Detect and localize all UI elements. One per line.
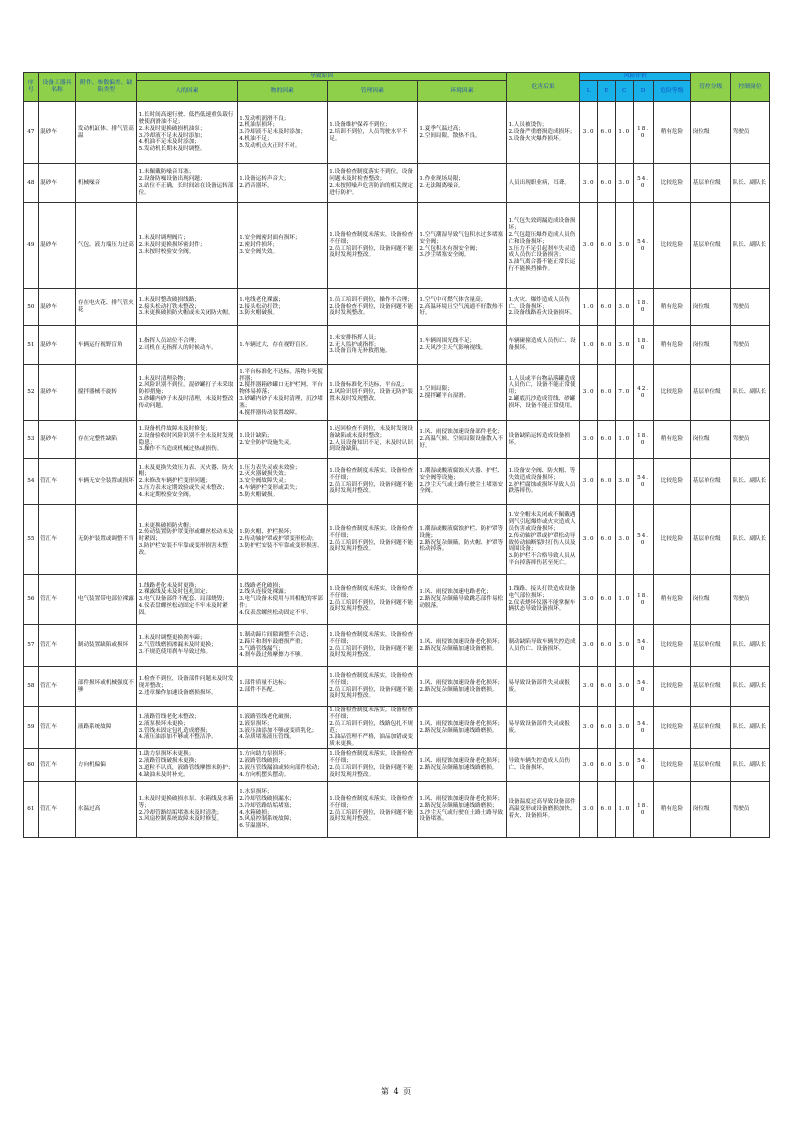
cell-equipment: 管汇车: [38, 707, 76, 749]
cell-equipment: 混砂车: [38, 421, 76, 459]
cell-c: 1.0: [615, 421, 633, 459]
cell-environment: 1.风、雨侵蚀加速设备部件老化； 2.高温气候、空间局限设备散入不好。: [417, 421, 506, 459]
cell-object: 1.安全阀密封面有损坏； 2.密封件损坏； 3.安全阀失效。: [237, 203, 327, 289]
cell-management: 1.设备检查制度未落实，设备检查不仔细； 2.员工培训不到位，线路包扎不规范； 3.油品管理不严格，油品加错或变质未更换。: [327, 707, 417, 749]
cell-e: 6.0: [598, 421, 616, 459]
cell-environment: 1.风、雨侵蚀加速设备老化损坏； 2.路况复杂颠簸加速线路磨损。: [417, 707, 506, 749]
cell-level: 比较危险: [653, 625, 691, 667]
table-row: [24, 667, 770, 707]
cell-consequence: 车辆碰撞造成人员伤亡、设备损坏。: [506, 326, 579, 365]
cell-e: 6.0: [598, 749, 616, 782]
table-row: [24, 575, 770, 625]
cell-l: 3.0: [580, 365, 598, 421]
cell-human: 1.线路老化未及时更换； 2.裸露线及未及时包扎固定； 3.电气设备部件不配套、局部烧毁； 4.仪表盘螺丝松动固定不牢未及时紧固。: [137, 575, 238, 625]
cell-d: 42.0: [633, 365, 653, 421]
cell-human: 1.检查不到位，设备部件问题未及时发现并整改； 2.违章操作加速设备磨损损坏。: [137, 667, 238, 707]
page-number: 第 4 页: [380, 1087, 413, 1096]
cell-e: 6.0: [598, 625, 616, 667]
cell-l: 3.0: [580, 782, 598, 838]
cell-environment: 1.风、雨侵蚀加速设备老化损坏； 2.路况复杂颠簸加速线路磨损。: [417, 749, 506, 782]
cell-seq: 56: [24, 575, 39, 625]
cell-environment: 1.潮湿或酸液腐蚀护栏、防护罩等设施； 2.路况复杂颠簸，防火帽、护罩等松动掉落。: [417, 505, 506, 575]
cell-c: 3.0: [615, 707, 633, 749]
cell-d: 54.0: [633, 164, 653, 203]
cell-control-unit: 队长、副队长: [731, 164, 770, 203]
cell-management: 1.迟回检查不到位，未及时发现设备缺陷或未及时整改； 2.人员设备知识不足，未及时认识到设备缺陷。: [327, 421, 417, 459]
table-row: [24, 203, 770, 289]
cell-c: 3.0: [615, 164, 633, 203]
cell-level: 比较危险: [653, 459, 691, 505]
table-header: [24, 73, 770, 102]
cell-c: 1.0: [615, 102, 633, 164]
header-e: E: [598, 81, 616, 102]
cell-part: 发动机缸体、排气管高温: [76, 102, 137, 164]
cell-seq: 48: [24, 164, 39, 203]
header-level: 危险等级: [653, 81, 691, 102]
header-object: 物的因素: [237, 81, 327, 102]
cell-environment: 1.风、雨侵蚀加速设备老化损坏； 2.路况复杂颠簸加速设备磨损。: [417, 625, 506, 667]
table-row: [24, 505, 770, 575]
cell-e: 6.0: [598, 164, 616, 203]
cell-object: 1.车辆过大，存在视野盲区。: [237, 326, 327, 365]
cell-d: 54.0: [633, 625, 653, 667]
risk-table: [23, 72, 770, 838]
cell-e: 6.0: [598, 326, 616, 365]
table-row: [24, 326, 770, 365]
cell-object: 1.防火帽、护栏损坏； 2.传动轴护罩或护罩变形松动； 3.防护栏安装不牢靠或变形损害。: [237, 505, 327, 575]
cell-management: 1.设备检查制度未落实，设备检查不仔细； 2.员工培训不到位，设备问题不能及时发现并整改。: [327, 625, 417, 667]
cell-control-unit: 驾驶员: [731, 289, 770, 326]
table-row: [24, 459, 770, 505]
table-row: [24, 102, 770, 164]
cell-human: 1.未及时清理杂物； 2.风险识别不到位，混砂罐打子未采取防掉措施； 3.砂罐内砂子未及时清理，未及时整改传动问题。: [137, 365, 238, 421]
cell-environment: 1.风、雨侵蚀加速电路老化； 2.路况复杂颠簸导致跳芯部件易松动脱落。: [417, 575, 506, 625]
cell-object: 1.部件质量不达标； 2.部件不匹配。: [237, 667, 327, 707]
cell-level: 比较危险: [653, 505, 691, 575]
table-row: [24, 782, 770, 838]
cell-human: 1.长时间高速行驶、低挡低速重负载行驶使润滑油不足； 2.未及时更换破损机油泵； 3.冷却液不足未及时添加； 4.机油不足未及时添加； 5.发动机长期未及时调整。: [137, 102, 238, 164]
cell-equipment: 混砂车: [38, 164, 76, 203]
cell-d: 54.0: [633, 707, 653, 749]
cell-consequence: 1.线路、接头打铁造成设备电气部位损坏； 2.仪表烧坏仪器不能掌握车辆状态导致设备损坏。: [506, 575, 579, 625]
cell-human: 1.未及时整改破损线路； 2.接头松动打铁未整改； 3.未更换破损防火帽或未关闭防火帽。: [137, 289, 238, 326]
table-body: [24, 102, 770, 838]
cell-d: 18.0: [633, 289, 653, 326]
cell-control-unit: 驾驶员: [731, 421, 770, 459]
cell-part: 车辆运行视野盲角: [76, 326, 137, 365]
cell-level: 稍有危险: [653, 326, 691, 365]
header-seq: 序号: [24, 73, 39, 102]
cell-seq: 47: [24, 102, 39, 164]
cell-l: 3.0: [580, 707, 598, 749]
cell-part: 水温过高: [76, 782, 137, 838]
cell-consequence: 制动缺陷导致车辆失控造成人员伤亡、设备损坏。: [506, 625, 579, 667]
header-part: 附件、参数偏差、缺陷类型: [76, 73, 137, 102]
cell-object: 1.平台标准化不达标，落物卡死搅拌器； 2.搅拌器箱砂罐口无护栏网，平台物体易掉落； 3.砂罐内砂子未及时清理，沉沙堵塞； 4.搅拌器传动装置故障。: [237, 365, 327, 421]
cell-seq: 59: [24, 707, 39, 749]
cell-environment: 1.车辆周围光线不足； 2.天风沙尘天气影响视线。: [417, 326, 506, 365]
cell-control-level: 基层单位级: [691, 749, 731, 782]
cell-part: 车辆无安全装置或损坏: [76, 459, 137, 505]
cell-d: 18.0: [633, 575, 653, 625]
cell-object: 1.设备运转声音大； 2.消音器坏。: [237, 164, 327, 203]
cell-management: 1.设备检查制度未落实，设备检查不仔细； 2.员工培训不到位，设备问题不能及时发现并整改。: [327, 505, 417, 575]
cell-seq: 60: [24, 749, 39, 782]
cell-consequence: 1.人员被烫伤； 2.设备严重磨损造成损坏； 3.设备火灾爆炸损坏。: [506, 102, 579, 164]
cell-control-level: 基层单位级: [691, 459, 731, 505]
cell-management: 1.设备检查制度落实不到位，设备问题未及时检查整改； 2.未按照噪声危害防治的相关规定进行防护。: [327, 164, 417, 203]
cell-environment: 1.空气中可燃气体含量高； 2.高温环境且空气流通不好散热不好。: [417, 289, 506, 326]
cell-control-unit: 队长、副队长: [731, 203, 770, 289]
cell-object: 1.设计缺陷； 2.安全防护设施失灵。: [237, 421, 327, 459]
cell-l: 1.0: [580, 326, 598, 365]
header-causes: 导致原因: [137, 73, 507, 81]
cell-control-unit: 队长、副队长: [731, 749, 770, 782]
cell-consequence: 导致车辆失控造成人员伤亡、设备损坏。: [506, 749, 579, 782]
cell-consequence: 易导致设备部件失灵或报废。: [506, 667, 579, 707]
cell-equipment: 混砂车: [38, 365, 76, 421]
cell-e: 6.0: [598, 575, 616, 625]
cell-human: 1.未更换破损防火帽； 2.传动装置防护罩变形或螺丝松动未及时紧固； 3.防护栏安装不牢靠或变形损害未整改。: [137, 505, 238, 575]
cell-l: 3.0: [580, 164, 598, 203]
cell-control-level: 基层单位级: [691, 505, 731, 575]
cell-control-unit: 队长、副队长: [731, 707, 770, 749]
cell-e: 6.0: [598, 459, 616, 505]
cell-management: 1.设备检查制度未落实，设备检查不仔细； 2.员工培训不到位，设备问题不能及时发现并整改。: [327, 749, 417, 782]
cell-object: 1.液路管线老化破损； 2.液泵损坏； 3.液压油添加不够或变质乳化； 4.杂质堵塞液压管线。: [237, 707, 327, 749]
cell-control-unit: 队长、副队长: [731, 365, 770, 421]
cell-consequence: 1.安全帽未关闭或不佩戴遇到气引起爆炸或火灾造成人员伤害或设备损坏； 2.传动轴护罩或护罩松动导致传动轴断裂时打伤人员及周围设备； 3.防护栏不合格导致人员从平台掉落摔伤甚至死亡。: [506, 505, 579, 575]
cell-l: 3.0: [580, 459, 598, 505]
cell-c: 3.0: [615, 459, 633, 505]
cell-equipment: 管汇车: [38, 749, 76, 782]
cell-part: 部件损坏或机械强度不够: [76, 667, 137, 707]
cell-consequence: 设备温度过高导致设备部件高温变形或设备磨损加快、着火、设备损坏。: [506, 782, 579, 838]
cell-level: 比较危险: [653, 707, 691, 749]
cell-object: 1.电线老化裸露； 2.接头松动打铁； 3.防火帽破损。: [237, 289, 327, 326]
cell-environment: 1.空间局限； 2.搅拌罐平台湿滑。: [417, 365, 506, 421]
cell-level: 比较危险: [653, 164, 691, 203]
cell-control-level: 岗位级: [691, 421, 731, 459]
cell-level: 稍有危险: [653, 421, 691, 459]
cell-equipment: 管汇车: [38, 667, 76, 707]
cell-object: 1.制动蹄片间隙调整不合适； 2.蹄片和刹车鼓磨损严重； 3.气路管线漏气； 4.刹车鼓过热摩擦力不够。: [237, 625, 327, 667]
cell-c: 1.0: [615, 575, 633, 625]
header-c: C: [615, 81, 633, 102]
cell-control-unit: 队长、副队长: [731, 667, 770, 707]
cell-c: 3.0: [615, 326, 633, 365]
cell-l: 3.0: [580, 203, 598, 289]
table-row: [24, 625, 770, 667]
cell-management: 1.设备检查制度未落实，设备检查不仔细； 2.员工培训不到位，设备问题不能及时发现并整改。: [327, 575, 417, 625]
cell-e: 6.0: [598, 782, 616, 838]
cell-seq: 50: [24, 289, 39, 326]
cell-control-unit: 驾驶员: [731, 102, 770, 164]
cell-seq: 54: [24, 459, 39, 505]
cell-l: 3.0: [580, 102, 598, 164]
header-control-unit: 控制岗位: [731, 73, 770, 102]
header-human: 人的因素: [137, 81, 238, 102]
cell-seq: 53: [24, 421, 39, 459]
table-row: [24, 749, 770, 782]
cell-control-unit: 队长、副队长: [731, 625, 770, 667]
cell-human: 1.设备机件故障未及时修复； 2.设备验收时风险识别不全未及时发现隐患； 3.操作不当造成机械过热或损伤。: [137, 421, 238, 459]
cell-control-level: 岗位级: [691, 326, 731, 365]
header-risk-eval: 风险评价: [580, 73, 691, 81]
cell-human: 1.未及更换失效压力表、灭火器、防火帽； 2.未修改车辆护栏变形问题； 3.压力表未定期效验或失灵未整改； 4.未定期校验安全阀。: [137, 459, 238, 505]
cell-environment: 1.风、雨侵蚀加速设备老化损坏； 2.路况复杂颠簸加速线路磨损； 3.沙尘天气或行驶在土路土路导致设备堵塞。: [417, 782, 506, 838]
cell-object: 1.方向助力泵损坏； 2.液路管线破损； 3.液压管线漏油或转向部件松动； 4.方向机摆头摆动。: [237, 749, 327, 782]
cell-environment: 1.作业现场局限； 2.无法隔离噪音。: [417, 164, 506, 203]
cell-equipment: 管汇车: [38, 625, 76, 667]
cell-e: 6.0: [598, 505, 616, 575]
cell-part: 方向机偏偏: [76, 749, 137, 782]
cell-control-level: 岗位级: [691, 102, 731, 164]
cell-d: 18.0: [633, 326, 653, 365]
cell-part: 无防护装置或调整不当: [76, 505, 137, 575]
cell-control-unit: 队长、副队长: [731, 505, 770, 575]
header-equipment: 设备工器具名称: [38, 73, 76, 102]
cell-part: 电气装置带电部位裸露: [76, 575, 137, 625]
cell-part: 机械噪音: [76, 164, 137, 203]
cell-consequence: 设备缺陷运转造成设备损坏。: [506, 421, 579, 459]
cell-part: 制动装置缺陷或损坏: [76, 625, 137, 667]
cell-seq: 61: [24, 782, 39, 838]
cell-d: 18.0: [633, 421, 653, 459]
cell-consequence: 易导致设备部件失灵或报废。: [506, 707, 579, 749]
cell-level: 稍有危险: [653, 575, 691, 625]
cell-l: 1.0: [580, 289, 598, 326]
cell-control-level: 基层单位级: [691, 164, 731, 203]
cell-environment: 1.空气潮湿导致气包积水过多堵塞安全阀； 2.气包积水有损安全阀； 3.沙尘堵塞安全阀。: [417, 203, 506, 289]
cell-equipment: 管汇车: [38, 782, 76, 838]
cell-part: 气包、液力端压力过高: [76, 203, 137, 289]
table-row: [24, 164, 770, 203]
cell-seq: 49: [24, 203, 39, 289]
cell-seq: 51: [24, 326, 39, 365]
table-row: [24, 707, 770, 749]
cell-d: 54.0: [633, 459, 653, 505]
cell-level: 比较危险: [653, 365, 691, 421]
cell-e: 6.0: [598, 365, 616, 421]
cell-d: 54.0: [633, 505, 653, 575]
cell-part: 存在完整性缺陷: [76, 421, 137, 459]
cell-part: 搅拌器械不旋转: [76, 365, 137, 421]
cell-human: 1.助力泵损坏未更换； 2.液路管线破损未更换； 3.道粒不认真，液路管线摩擦未防护； 4.缺油未及时补充。: [137, 749, 238, 782]
cell-l: 3.0: [580, 505, 598, 575]
cell-equipment: 管汇车: [38, 505, 76, 575]
cell-control-unit: 驾驶员: [731, 326, 770, 365]
header-consequence: 危害后果: [506, 73, 579, 102]
cell-human: 1.未及时调理阀片； 2.未及时更换损坏密封件； 3.未按时校验安全阀。: [137, 203, 238, 289]
cell-consequence: 1.人员或平台物品落罐造成人员伤亡，设备不能正常使用； 2.罐底沉沙造成管线、砂罐损坏，设备不能正常使用。: [506, 365, 579, 421]
cell-human: 1.指挥人员站位不合理； 2.司机在无指挥人的时候动车。: [137, 326, 238, 365]
cell-control-unit: 驾驶员: [731, 782, 770, 838]
cell-object: 1.发动机润滑不良； 2.机油泵损坏； 3.冷却液不足未及时添加； 4.机油不足； 5.发动机点火正时不对。: [237, 102, 327, 164]
cell-object: 1.水泵损坏； 2.冷却管线破损漏水； 3.冷却管路结垢堵塞； 4.水箱破损； 5.风扇控制系统故障； 6.节温器坏。: [237, 782, 327, 838]
header-control-level: 管控分级: [691, 73, 731, 102]
cell-equipment: 混砂车: [38, 102, 76, 164]
cell-level: 比较危险: [653, 749, 691, 782]
cell-control-unit: 队长、副队长: [731, 459, 770, 505]
cell-seq: 58: [24, 667, 39, 707]
header-d: D: [633, 81, 653, 102]
cell-l: 3.0: [580, 667, 598, 707]
cell-management: 1.设备检查制度未落实，设备检查不仔细； 2.员工培训不到位，设备问题不能及时发现并整改。: [327, 459, 417, 505]
cell-control-unit: 驾驶员: [731, 575, 770, 625]
cell-human: 1.未及时更换破损水泵、水箱线及水箱等； 2.冷却管路结垢堵塞未及时清洗； 3.风扇控制系统故障未及时修复。: [137, 782, 238, 838]
table-row: [24, 365, 770, 421]
cell-seq: 55: [24, 505, 39, 575]
cell-level: 稍有危险: [653, 782, 691, 838]
cell-human: 1.液路管线老化未整改； 2.液泵损坏未更换； 3.管线未固定包扎造成磨损； 4.液压油添加不够或不整洁净。: [137, 707, 238, 749]
cell-e: 6.0: [598, 707, 616, 749]
cell-object: 1.线路老化破损； 2.线头连接处裸露； 3.电气设备未使用与其相配的零部件； 4.仪表盘螺丝松动固定不牢。: [237, 575, 327, 625]
cell-object: 1.压力表失灵或未效验； 2.灭火器破损失效； 3.安全阀故障失灵； 4.车辆护栏变形或丢失； 5.防火帽破损。: [237, 459, 327, 505]
cell-seq: 57: [24, 625, 39, 667]
cell-control-level: 基层单位级: [691, 667, 731, 707]
cell-control-level: 岗位级: [691, 575, 731, 625]
cell-control-level: 岗位级: [691, 289, 731, 326]
header-l: L: [580, 81, 598, 102]
cell-equipment: 管汇车: [38, 459, 76, 505]
cell-management: 1.设备检查制度未落实，设备检查不仔细； 2.员工培训不到位，设备问题不能及时发现并整改。: [327, 203, 417, 289]
cell-control-level: 岗位级: [691, 782, 731, 838]
cell-management: 1.设备检查制度未落实，设备检查不仔细； 2.员工培训不到位，设备问题不能及时发现并整改。: [327, 782, 417, 838]
cell-management: 1.未安排指挥人员； 2.无人监护或指挥； 3.设备盲角无补救措施。: [327, 326, 417, 365]
cell-human: 1.未佩戴防噪音耳塞； 2.设备防噪设备出现问题； 3.站位不正确，长时间站在设备运转部位。: [137, 164, 238, 203]
cell-consequence: 人员出现职业病，耳聋。: [506, 164, 579, 203]
cell-c: 3.0: [615, 505, 633, 575]
cell-e: 6.0: [598, 203, 616, 289]
cell-control-level: 基层单位级: [691, 707, 731, 749]
header-environment: 环境因素: [417, 81, 506, 102]
cell-c: 3.0: [615, 203, 633, 289]
cell-e: 6.0: [598, 667, 616, 707]
cell-management: 1.员工培训不到位，操作不合理； 2.设备检查不到位，设备问题不能及时发现整改。: [327, 289, 417, 326]
cell-environment: 1.夏季气温过高； 2.空间局限，散热不良。: [417, 102, 506, 164]
cell-equipment: 混砂车: [38, 203, 76, 289]
cell-e: 6.0: [598, 289, 616, 326]
cell-environment: 1.潮湿或酸液腐蚀灭火器、护栏、安全阀等设施； 2.沙尘天气或土路行驶尘土堵塞安全阀。: [417, 459, 506, 505]
cell-control-level: 基层单位级: [691, 365, 731, 421]
header-management: 管理因素: [327, 81, 417, 102]
cell-c: 7.0: [615, 365, 633, 421]
cell-consequence: 1.气包失效到漏造成设备损坏； 2.气包超压爆炸造成人员伤亡和设备损坏； 3.压力不足引起刹车失灵造成人员伤亡设备损害； 3.油气离合器不能正常长运行不能换挡操作。: [506, 203, 579, 289]
cell-management: 1.设备检查制度未落实，设备检查不仔细； 2.员工培训不到位，设备问题不能及时发现并整改。: [327, 667, 417, 707]
cell-human: 1.未及时调整更换刹车蹄； 2.气管线磨损渗漏未及时更换； 3.不规范使用刹车导致过热。: [137, 625, 238, 667]
cell-consequence: 1.设备安全阀、防火帽、等失效造成设备损坏； 2.护栏腐蚀或损坏导致人员跌落摔伤。: [506, 459, 579, 505]
cell-control-level: 基层单位级: [691, 203, 731, 289]
cell-level: 比较危险: [653, 667, 691, 707]
cell-environment: 1.风、雨侵蚀加速设备老化损坏； 2.路况复杂颠簸加速设备磨损。: [417, 667, 506, 707]
table-row: [24, 421, 770, 459]
cell-d: 54.0: [633, 667, 653, 707]
cell-seq: 52: [24, 365, 39, 421]
cell-d: 54.0: [633, 749, 653, 782]
cell-control-level: 基层单位级: [691, 625, 731, 667]
cell-equipment: 混砂车: [38, 326, 76, 365]
cell-d: 54.0: [633, 203, 653, 289]
cell-management: 1.设备维护保养不到位； 2.培训不到位，人员驾驶水平不足。: [327, 102, 417, 164]
cell-l: 3.0: [580, 625, 598, 667]
cell-c: 3.0: [615, 625, 633, 667]
cell-c: 3.0: [615, 289, 633, 326]
cell-management: 1.设备标准化不达标，平台乱； 2.风险识别不到位，设备无防护装置未及时发现整改。: [327, 365, 417, 421]
table-row: [24, 289, 770, 326]
cell-level: 比较危险: [653, 203, 691, 289]
cell-d: 18.0: [633, 782, 653, 838]
cell-d: 18.0: [633, 102, 653, 164]
cell-c: 3.0: [615, 667, 633, 707]
cell-l: 3.0: [580, 575, 598, 625]
cell-l: 3.0: [580, 749, 598, 782]
cell-part: 液路系统故障: [76, 707, 137, 749]
cell-part: 存在电火花、排气管火花: [76, 289, 137, 326]
cell-consequence: 1.火灾、爆炸造成人员伤亡、设备损坏； 2.设备线路着火设备损坏。: [506, 289, 579, 326]
cell-level: 稍有危险: [653, 102, 691, 164]
cell-e: 6.0: [598, 102, 616, 164]
cell-level: 稍有危险: [653, 289, 691, 326]
cell-equipment: 管汇车: [38, 575, 76, 625]
cell-l: 3.0: [580, 421, 598, 459]
cell-equipment: 混砂车: [38, 289, 76, 326]
cell-c: 1.0: [615, 782, 633, 838]
cell-c: 3.0: [615, 749, 633, 782]
